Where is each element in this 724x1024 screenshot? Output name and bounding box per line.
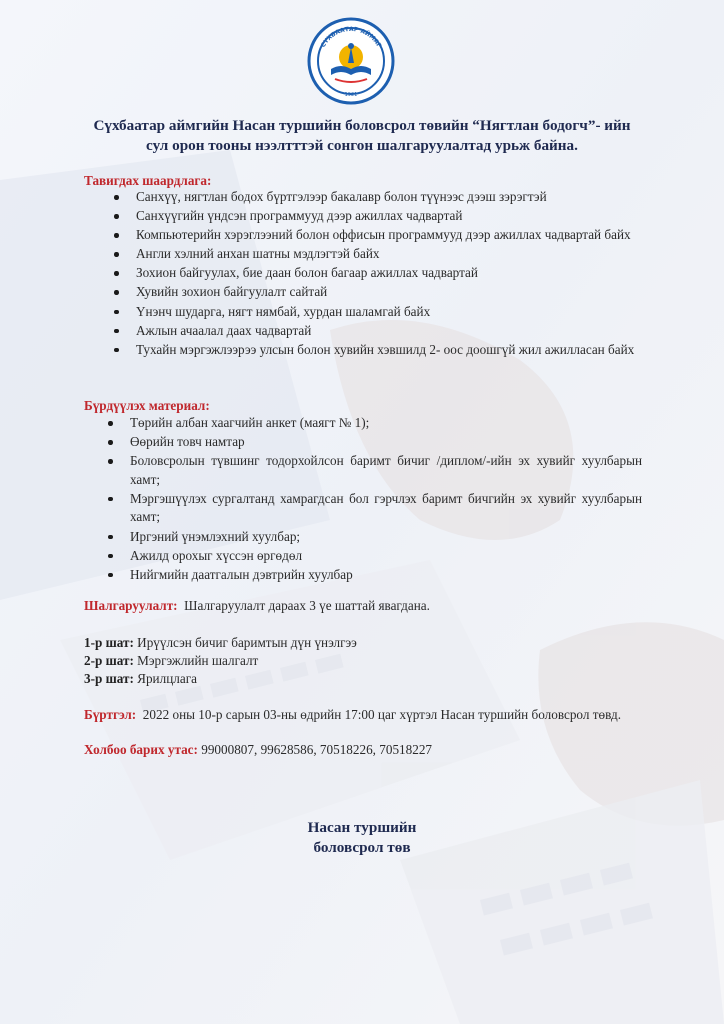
materials-heading: Бүрдүүлэх материал:	[84, 398, 210, 413]
contact-line	[84, 741, 432, 759]
signature-line-1: Насан туршийн	[307, 819, 417, 836]
list-item: Тухайн мэргэжлээрээ улсын болон хувийн хэвшилд 2- оос доошгүй жил ажилласан байх	[112, 341, 642, 360]
selection-text: Шалгаруулалт дараах 3 үе шаттай явагдана.	[184, 598, 430, 613]
list-item: Зохион байгуулах, бие даан болон багаар ажиллах чадвартай	[112, 264, 642, 283]
signature-line-2: боловсрол төв	[313, 839, 411, 856]
stage-label: 1-р шат:	[84, 635, 134, 650]
contact-label: Холбоо барих утас:	[84, 742, 198, 757]
list-item: Үнэнч шударга, нягт нямбай, хурдан шаламгай байх	[112, 303, 642, 322]
selection-label: Шалгаруулалт:	[84, 598, 178, 613]
list-item: Нийгмийн даатгалын дэвтрийн хуулбар	[106, 566, 642, 585]
page-title	[80, 116, 644, 156]
list-item: Төрийн албан хаагчийн анкет (маягт № 1);	[106, 414, 642, 433]
list-item: Мэргэшүүлэх сургалтанд хамрагдсан бол гэрчлэх баримт бичгийн эх хувийг хуулбарын хамт;	[106, 490, 642, 527]
logo-ring-text: СҮХБААТАР АЙМАГ	[319, 25, 383, 49]
registration-label: Бүртгэл:	[84, 707, 137, 722]
requirements-heading: Тавигдах шаардлага:	[84, 173, 212, 188]
stage-label: 3-р шат:	[84, 671, 134, 686]
selection-line	[84, 597, 430, 615]
stage-text: Мэргэжлийн шалгалт	[137, 653, 259, 668]
list-item: Санхүүгийн үндсэн программууд дээр ажиллах чадвартай	[112, 207, 642, 226]
emblem-logo	[307, 17, 395, 105]
registration-text: 2022 оны 10-р сарын 03-ны өдрийн 17:00 цаг хүртэл Насан туршийн боловсрол төвд.	[142, 707, 621, 722]
materials-list	[106, 414, 642, 585]
title-line-2: сул орон тооны нээлтттэй сонгон шалгаруулалтад урьж байна.	[146, 137, 578, 154]
stage-label: 2-р шат:	[84, 653, 134, 668]
logo-year: 1921	[344, 92, 358, 98]
title-line-1: Сүхбаатар аймгийн Насан туршийн боловсрол төвийн “Нягтлан бодогч”- ийн	[93, 117, 631, 134]
list-item: Ажлын ачаалал даах чадвартай	[112, 322, 642, 341]
contact-phones: 99000807, 99628586, 70518226, 70518227	[201, 742, 433, 757]
list-item: Иргэний үнэмлэхний хуулбар;	[106, 528, 642, 547]
list-item: Өөрийн товч намтар	[106, 433, 642, 452]
list-item: Компьютерийн хэрэглээний болон оффисын программууд дээр ажиллах чадвартай байх	[112, 226, 642, 245]
requirements-list	[112, 188, 642, 360]
list-item: Хувийн зохион байгуулалт сайтай	[112, 283, 642, 302]
stage-1	[84, 634, 357, 652]
list-item: Боловсролын түвшинг тодорхойлсон баримт бичиг /диплом/-ийн эх хувийг хуулбарын хамт;	[106, 452, 642, 489]
registration-line	[84, 706, 644, 724]
stage-2	[84, 652, 258, 670]
list-item: Ажилд орохыг хүссэн өргөдөл	[106, 547, 642, 566]
stage-text: Ирүүлсэн бичиг баримтын дүн үнэлгээ	[137, 635, 357, 650]
signature-block	[262, 818, 462, 858]
list-item: Англи хэлний анхан шатны мэдлэгтэй байх	[112, 245, 642, 264]
list-item: Санхүү, нягтлан бодох бүртгэлээр бакалавр болон түүнээс дээш зэрэгтэй	[112, 188, 642, 207]
stage-text: Ярилцлага	[137, 671, 197, 686]
stage-3	[84, 670, 197, 688]
